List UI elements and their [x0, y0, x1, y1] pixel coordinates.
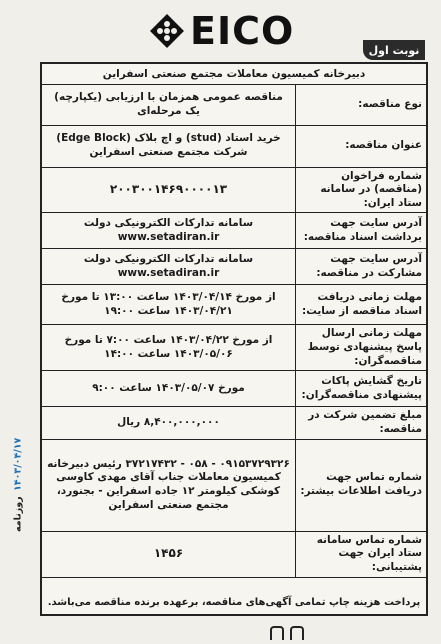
row-label: آدرس سایت جهت برداشت اسناد مناقصه: — [296, 213, 427, 249]
row-value: ۲۰۰۳۰۰۱۴۶۹۰۰۰۰۱۳ — [42, 167, 296, 213]
newspaper-date: ۱۴۰۳/۰۴/۱۷ — [12, 437, 24, 491]
row-value: ۰۹۱۵۳۷۲۹۳۲۶ - ۰۵۸ - ۳۷۲۱۷۴۳۲ رئیس دبیرخانه کمیسیون معاملات جناب آقای مهدی کاوسی کوشکی کیلومتر ۱۲ جاده اسفراین - بجنورد، مجتمع صنعتی اسفراین — [42, 439, 296, 531]
row-label: مهلت زمانی دریافت اسناد مناقصه از سایت: — [296, 285, 427, 325]
logo-text: EICO — [190, 9, 295, 53]
row-value: مناقصه عمومی همزمان با ارزیابی (یکپارچه) یک مرحله‌ای — [42, 85, 296, 125]
bracket-icon — [290, 626, 304, 640]
row-value: از مورخ ۱۴۰۳/۰۴/۲۲ ساعت ۷:۰۰ تا مورخ ۱۴۰۳/۰۵/۰۶ ساعت ۱۴:۰۰ — [42, 325, 296, 371]
table-row — [42, 439, 426, 531]
table-row — [42, 325, 426, 371]
notice-table — [42, 85, 426, 578]
row-value: ۸,۴۰۰,۰۰۰,۰۰۰ ریال — [42, 407, 296, 439]
newspaper-brand: روزنامه — [12, 496, 24, 533]
table-row — [42, 213, 426, 249]
row-value: سامانه تدارکات الکترونیکی دولت www.setadiran.ir — [42, 213, 296, 249]
bottom-decoration — [270, 625, 330, 639]
row-label: مبلغ تضمین شرکت در مناقصه: — [296, 407, 427, 439]
row-label: نوع مناقصه: — [296, 85, 427, 125]
row-label: شماره فراخوان (مناقصه) در سامانه ستاد ایران: — [296, 167, 427, 213]
table-row — [42, 249, 426, 285]
eico-logo — [150, 8, 300, 54]
row-label: مهلت زمانی ارسال پاسخ پیشنهادی توسط مناقصه‌گران: — [296, 325, 427, 371]
row-value: از مورخ ۱۴۰۳/۰۴/۱۴ ساعت ۱۳:۰۰ تا مورخ ۱۴۰۳/۰۴/۲۱ ساعت ۱۹:۰۰ — [42, 285, 296, 325]
diamond-logo-icon — [150, 14, 184, 48]
table-row — [42, 125, 426, 167]
row-label: آدرس سایت جهت مشارکت در مناقصه: — [296, 249, 427, 285]
footer-note: پرداخت هزینه چاپ تمامی آگهی‌های مناقصه، برعهده برنده مناقصه می‌باشد. — [47, 596, 421, 608]
row-label: شماره تماس سامانه ستاد ایران جهت پشتیبانی: — [296, 531, 427, 577]
round-badge: نوبت اول — [363, 40, 425, 60]
row-value: مورخ ۱۴۰۳/۰۵/۰۷ ساعت ۹:۰۰ — [42, 371, 296, 407]
row-label: شماره تماس جهت دریافت اطلاعات بیشتر: — [296, 439, 427, 531]
table-row — [42, 285, 426, 325]
row-label: تاریخ گشایش پاکات پیشنهادی مناقصه‌گران: — [296, 371, 427, 407]
bracket-icon — [270, 626, 284, 640]
row-label: عنوان مناقصه: — [296, 125, 427, 167]
row-value: ۱۴۵۶ — [42, 531, 296, 577]
table-row — [42, 407, 426, 439]
notice-header: دبیرخانه کمیسیون معاملات مجتمع صنعتی اسفراین — [42, 64, 426, 85]
row-value: خرید استاد (stud) و اچ بلاک (Edge Block) شرکت مجتمع صنعتی اسفراین — [42, 125, 296, 167]
table-row — [42, 85, 426, 125]
row-value: سامانه تدارکات الکترونیکی دولت www.setadiran.ir — [42, 249, 296, 285]
table-row — [42, 371, 426, 407]
table-row — [42, 531, 426, 577]
notice-frame — [40, 62, 428, 616]
table-row — [42, 167, 426, 213]
newspaper-side-label — [6, 360, 30, 610]
